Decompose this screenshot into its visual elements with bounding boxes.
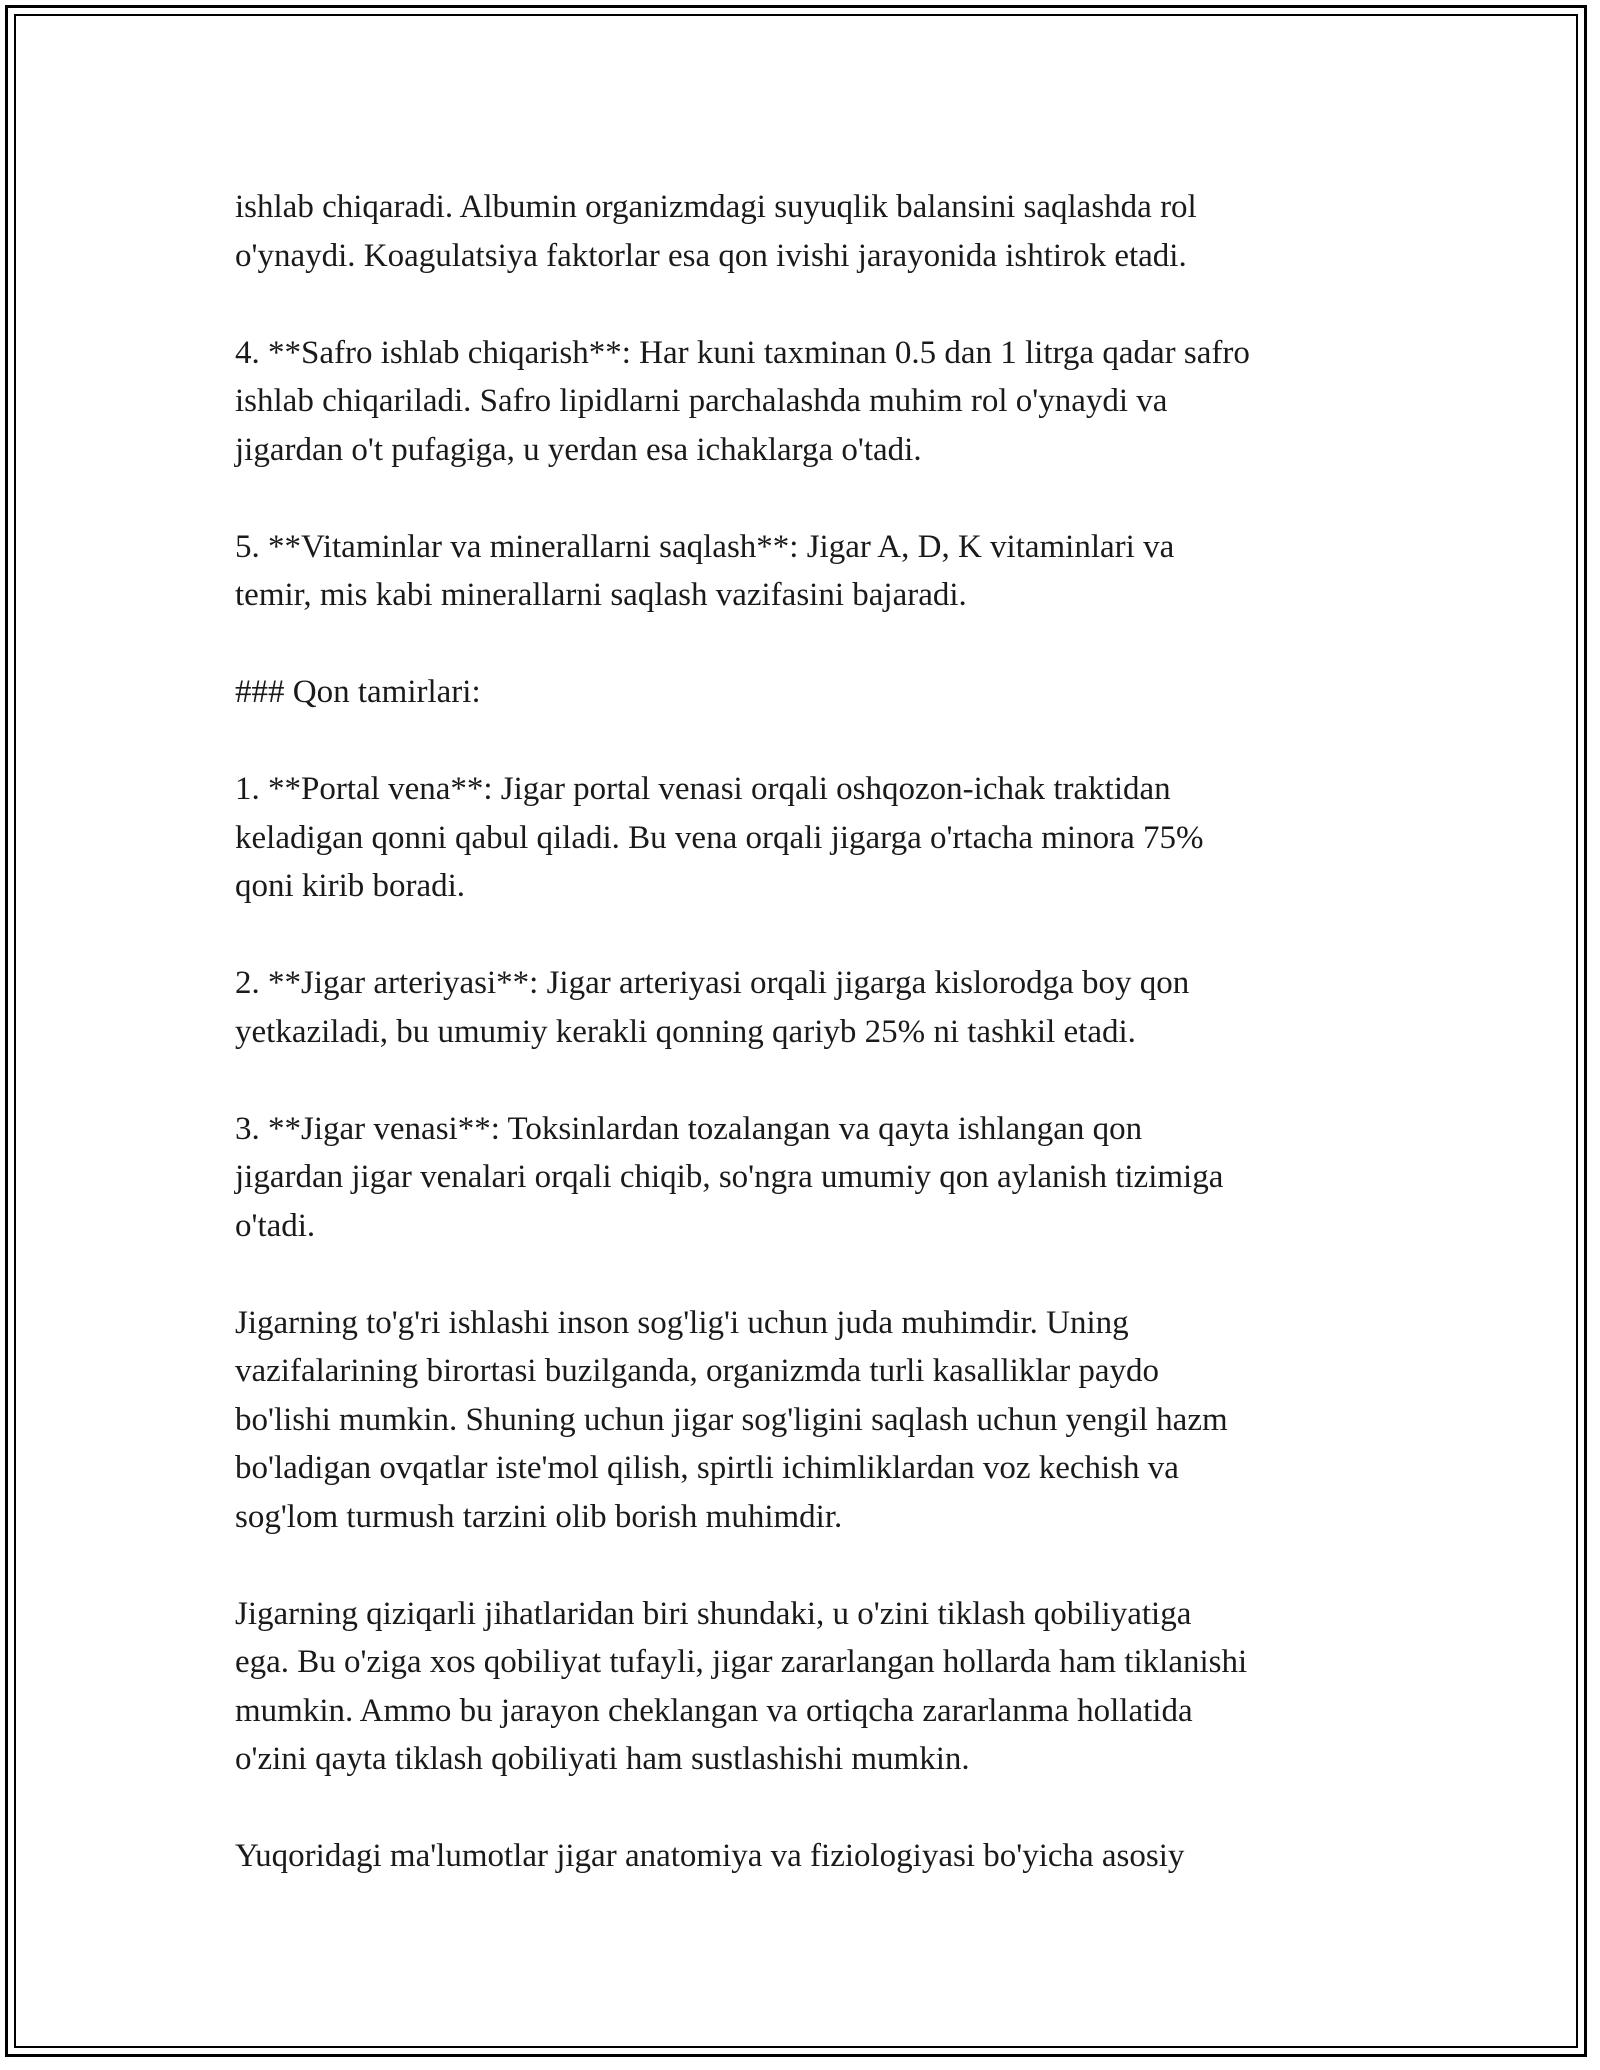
paragraph-tiklash: Jigarning qiziqarli jihatlaridan biri shundaki, u o'zini tiklash qobiliyatiga ega. Bu o'ziga xos qobiliyat tufayli, jigar zararlangan hollarda ham tiklanishi mumkin. Ammo bu jarayon cheklangan va ortiqcha zararlanma hollatida o'zini qayta tiklash qobiliyati ham sustlashishi mumkin. (235, 1595, 1248, 1777)
paragraph-jigar-venasi: 3. **Jigar venasi**: Toksinlardan tozalangan va qayta ishlangan qon jigardan jigar venalari orqali chiqib, so'ngra umumiy qon aylanish tizimiga o'tadi. (235, 1110, 1224, 1244)
paragraph-jigar-arteriyasi: 2. **Jigar arteriyasi**: Jigar arteriyasi orqali jigarga kislorodga boy qon yetkaziladi, bu umumiy kerakli qonning qariyb 25% ni tashkil etadi. (235, 965, 1190, 1050)
paragraph-xulosa: Yuqoridagi ma'lumotlar jigar anatomiya va fiziologiyasi bo'yicha asosiy (235, 1838, 1185, 1874)
document-body (235, 183, 1385, 1881)
paragraph-vitaminlar: 5. **Vitaminlar va minerallarni saqlash**: Jigar A, D, K vitaminlari va temir, mis kabi minerallarni saqlash vazifasini bajaradi. (235, 528, 1175, 613)
paragraph-albumin: ishlab chiqaradi. Albumin organizmdagi suyuqlik balansini saqlashda rol o'ynaydi. Koagulatsiya faktorlar esa qon ivishi jarayonida ishtirok etadi. (235, 189, 1197, 274)
paragraph-portal-vena: 1. **Portal vena**: Jigar portal venasi orqali oshqozon-ichak traktidan keladigan qonni qabul qiladi. Bu vena orqali jigarga o'rtacha minora 75% qoni kirib boradi. (235, 771, 1204, 904)
section-heading-qon-tamirlari: ### Qon tamirlari: (235, 674, 481, 710)
paragraph-jigar-sogligi: Jigarning to'g'ri ishlashi inson sog'lig'i uchun juda muhimdir. Uning vazifalarining birortasi buzilganda, organizmda turli kasalliklar paydo bo'lishi mumkin. Shuning uchun jigar sog'ligini saqlash uchun yengil hazm bo'ladigan ovqatlar iste'mol qilish, spirtli ichimliklardan voz kechish va sog'lom turmush tarzini olib borish muhimdir. (235, 1304, 1228, 1535)
paragraph-safro: 4. **Safro ishlab chiqarish**: Har kuni taxminan 0.5 dan 1 litrga qadar safro ishlab chiqariladi. Safro lipidlarni parchalashda muhim rol o'ynaydi va jigardan o't pufagiga, u yerdan esa ichaklarga o'tadi. (235, 334, 1250, 468)
